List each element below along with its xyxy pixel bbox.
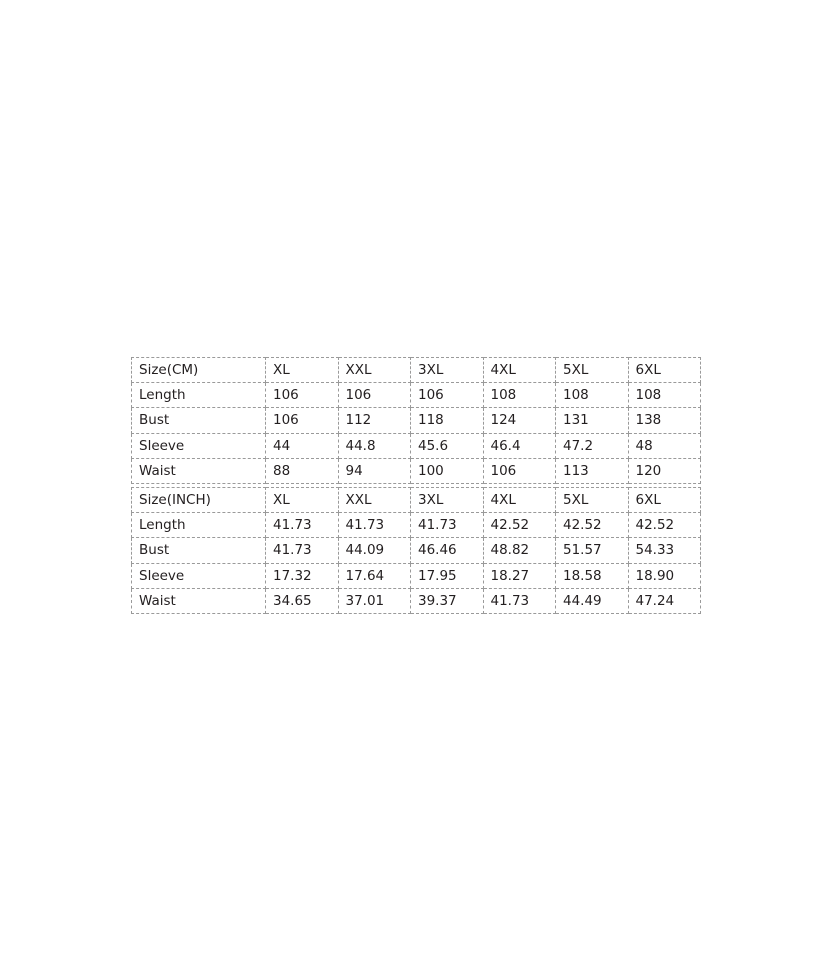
cell-value: 39.37 bbox=[411, 588, 484, 613]
cell-value: 48.82 bbox=[483, 538, 556, 563]
row-label: Length bbox=[132, 383, 266, 408]
table-header-row bbox=[132, 487, 701, 512]
cell-value: 41.73 bbox=[411, 513, 484, 538]
cell-value: 44.49 bbox=[556, 588, 629, 613]
cell-value: 42.52 bbox=[628, 513, 701, 538]
cell-value: 106 bbox=[411, 383, 484, 408]
table-row bbox=[132, 458, 701, 483]
cell-value: 106 bbox=[266, 408, 339, 433]
column-header: 4XL bbox=[483, 487, 556, 512]
cell-value: 106 bbox=[266, 383, 339, 408]
cell-value: 18.90 bbox=[628, 563, 701, 588]
table-row bbox=[132, 538, 701, 563]
cell-value: 44.8 bbox=[338, 433, 411, 458]
table-row bbox=[132, 383, 701, 408]
cell-value: 48 bbox=[628, 433, 701, 458]
column-header: 3XL bbox=[411, 358, 484, 383]
row-label: Bust bbox=[132, 538, 266, 563]
cell-value: 112 bbox=[338, 408, 411, 433]
cell-value: 51.57 bbox=[556, 538, 629, 563]
cell-value: 18.27 bbox=[483, 563, 556, 588]
cell-value: 42.52 bbox=[483, 513, 556, 538]
cell-value: 100 bbox=[411, 458, 484, 483]
size-chart-inch-table bbox=[131, 487, 701, 614]
cell-value: 108 bbox=[556, 383, 629, 408]
cell-value: 17.32 bbox=[266, 563, 339, 588]
row-label: Waist bbox=[132, 588, 266, 613]
table-header-row bbox=[132, 358, 701, 383]
cell-value: 34.65 bbox=[266, 588, 339, 613]
row-label: Sleeve bbox=[132, 433, 266, 458]
column-header: 5XL bbox=[556, 487, 629, 512]
cell-value: 47.24 bbox=[628, 588, 701, 613]
table-row bbox=[132, 408, 701, 433]
cell-value: 108 bbox=[628, 383, 701, 408]
cell-value: 41.73 bbox=[266, 538, 339, 563]
cell-value: 17.64 bbox=[338, 563, 411, 588]
column-header: XL bbox=[266, 487, 339, 512]
cell-value: 46.4 bbox=[483, 433, 556, 458]
cell-value: 18.58 bbox=[556, 563, 629, 588]
cell-value: 17.95 bbox=[411, 563, 484, 588]
cell-value: 42.52 bbox=[556, 513, 629, 538]
cell-value: 47.2 bbox=[556, 433, 629, 458]
row-label: Bust bbox=[132, 408, 266, 433]
column-header: 3XL bbox=[411, 487, 484, 512]
cell-value: 108 bbox=[483, 383, 556, 408]
column-header: XL bbox=[266, 358, 339, 383]
cell-value: 88 bbox=[266, 458, 339, 483]
cell-value: 37.01 bbox=[338, 588, 411, 613]
size-chart-cm-table bbox=[131, 357, 701, 484]
cell-value: 45.6 bbox=[411, 433, 484, 458]
column-header: XXL bbox=[338, 487, 411, 512]
size-chart bbox=[131, 357, 700, 614]
cell-value: 120 bbox=[628, 458, 701, 483]
cell-value: 124 bbox=[483, 408, 556, 433]
column-header: 6XL bbox=[628, 487, 701, 512]
cell-value: 94 bbox=[338, 458, 411, 483]
row-label: Waist bbox=[132, 458, 266, 483]
column-header: Size(INCH) bbox=[132, 487, 266, 512]
column-header: 5XL bbox=[556, 358, 629, 383]
column-header: 4XL bbox=[483, 358, 556, 383]
row-label: Sleeve bbox=[132, 563, 266, 588]
cell-value: 41.73 bbox=[483, 588, 556, 613]
cell-value: 41.73 bbox=[338, 513, 411, 538]
cell-value: 131 bbox=[556, 408, 629, 433]
cell-value: 44.09 bbox=[338, 538, 411, 563]
table-row bbox=[132, 588, 701, 613]
cell-value: 41.73 bbox=[266, 513, 339, 538]
table-row bbox=[132, 433, 701, 458]
cell-value: 113 bbox=[556, 458, 629, 483]
cell-value: 54.33 bbox=[628, 538, 701, 563]
cell-value: 44 bbox=[266, 433, 339, 458]
cell-value: 138 bbox=[628, 408, 701, 433]
table-row bbox=[132, 513, 701, 538]
column-header: Size(CM) bbox=[132, 358, 266, 383]
cell-value: 46.46 bbox=[411, 538, 484, 563]
column-header: 6XL bbox=[628, 358, 701, 383]
cell-value: 106 bbox=[483, 458, 556, 483]
table-row bbox=[132, 563, 701, 588]
row-label: Length bbox=[132, 513, 266, 538]
column-header: XXL bbox=[338, 358, 411, 383]
cell-value: 118 bbox=[411, 408, 484, 433]
cell-value: 106 bbox=[338, 383, 411, 408]
